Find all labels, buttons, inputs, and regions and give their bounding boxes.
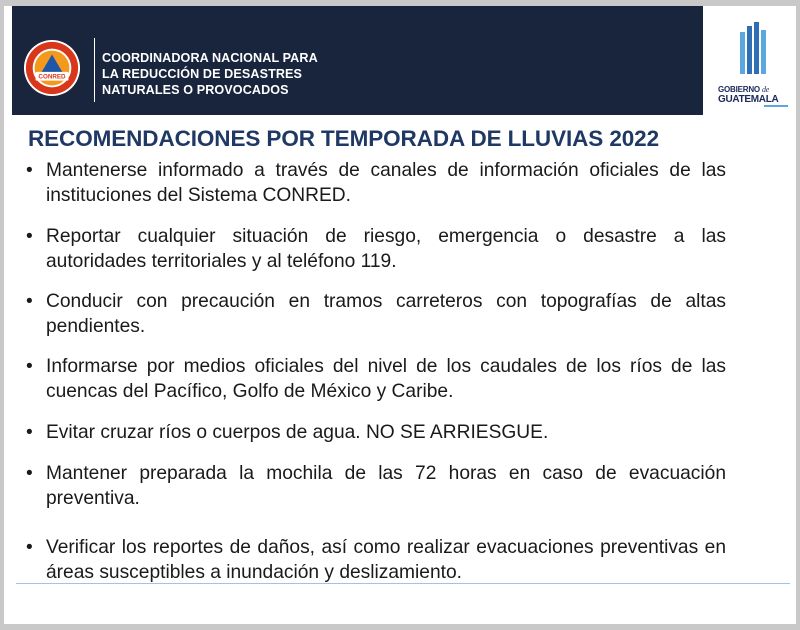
gov-text-guatemala: GUATEMALA bbox=[718, 94, 779, 105]
gov-text-line1 bbox=[718, 85, 790, 94]
bullet-icon: • bbox=[26, 226, 33, 247]
org-name bbox=[102, 50, 318, 98]
list-item bbox=[26, 420, 726, 445]
footer-rule bbox=[16, 583, 790, 584]
header-band bbox=[12, 6, 703, 115]
list-item-text: Mantener preparada la mochila de las 72 horas en caso de evacuación preventiva. bbox=[46, 463, 726, 509]
gov-text-de: de bbox=[762, 85, 770, 94]
list-item bbox=[26, 289, 726, 339]
list-item bbox=[26, 535, 726, 585]
list-item-text: Mantenerse informado a través de canales de información oficiales de las instituciones del Sistema CONRED. bbox=[46, 160, 726, 206]
bullet-icon: • bbox=[26, 356, 33, 377]
list-item-text: Conducir con precaución en tramos carreteros con topografías de altas pendientes. bbox=[46, 291, 726, 337]
bullet-icon: • bbox=[26, 291, 33, 312]
list-item bbox=[26, 461, 726, 511]
list-item bbox=[26, 158, 726, 208]
list-item-text: Reportar cualquier situación de riesgo, emergencia o desastre a las autoridades territoriales y al teléfono 119. bbox=[46, 226, 726, 272]
org-name-line: LA REDUCCIÓN DE DESASTRES bbox=[102, 67, 303, 81]
gov-stripe bbox=[764, 105, 788, 107]
list-item-text: Verificar los reportes de daños, así como realizar evacuaciones preventivas en áreas susceptibles a inundación y deslizamiento. bbox=[46, 537, 726, 583]
logo-label: CONRED bbox=[38, 73, 66, 81]
gobierno-guatemala-logo bbox=[716, 22, 788, 104]
page-title: RECOMENDACIONES POR TEMPORADA DE LLUVIAS 2022 bbox=[28, 126, 660, 151]
conred-logo-icon bbox=[23, 39, 81, 97]
list-item-text: Informarse por medios oficiales del nivel de los caudales de los ríos de las cuencas del Pacífico, Golfo de México y Caribe. bbox=[46, 356, 726, 402]
guatemala-bars-icon bbox=[740, 22, 766, 78]
org-name-line: NATURALES O PROVOCADOS bbox=[102, 83, 289, 97]
org-name-line: COORDINADORA NACIONAL PARA bbox=[102, 51, 318, 65]
slide bbox=[4, 6, 796, 624]
bullet-icon: • bbox=[26, 463, 33, 484]
gov-text-gobierno: GOBIERNO bbox=[718, 85, 760, 94]
header-divider bbox=[94, 38, 95, 102]
list-item bbox=[26, 224, 726, 274]
bullet-icon: • bbox=[26, 422, 33, 443]
bullet-icon: • bbox=[26, 537, 33, 558]
list-item-text: Evitar cruzar ríos o cuerpos de agua. NO SE ARRIESGUE. bbox=[46, 422, 549, 443]
bullet-icon: • bbox=[26, 160, 33, 181]
list-item bbox=[26, 354, 726, 404]
